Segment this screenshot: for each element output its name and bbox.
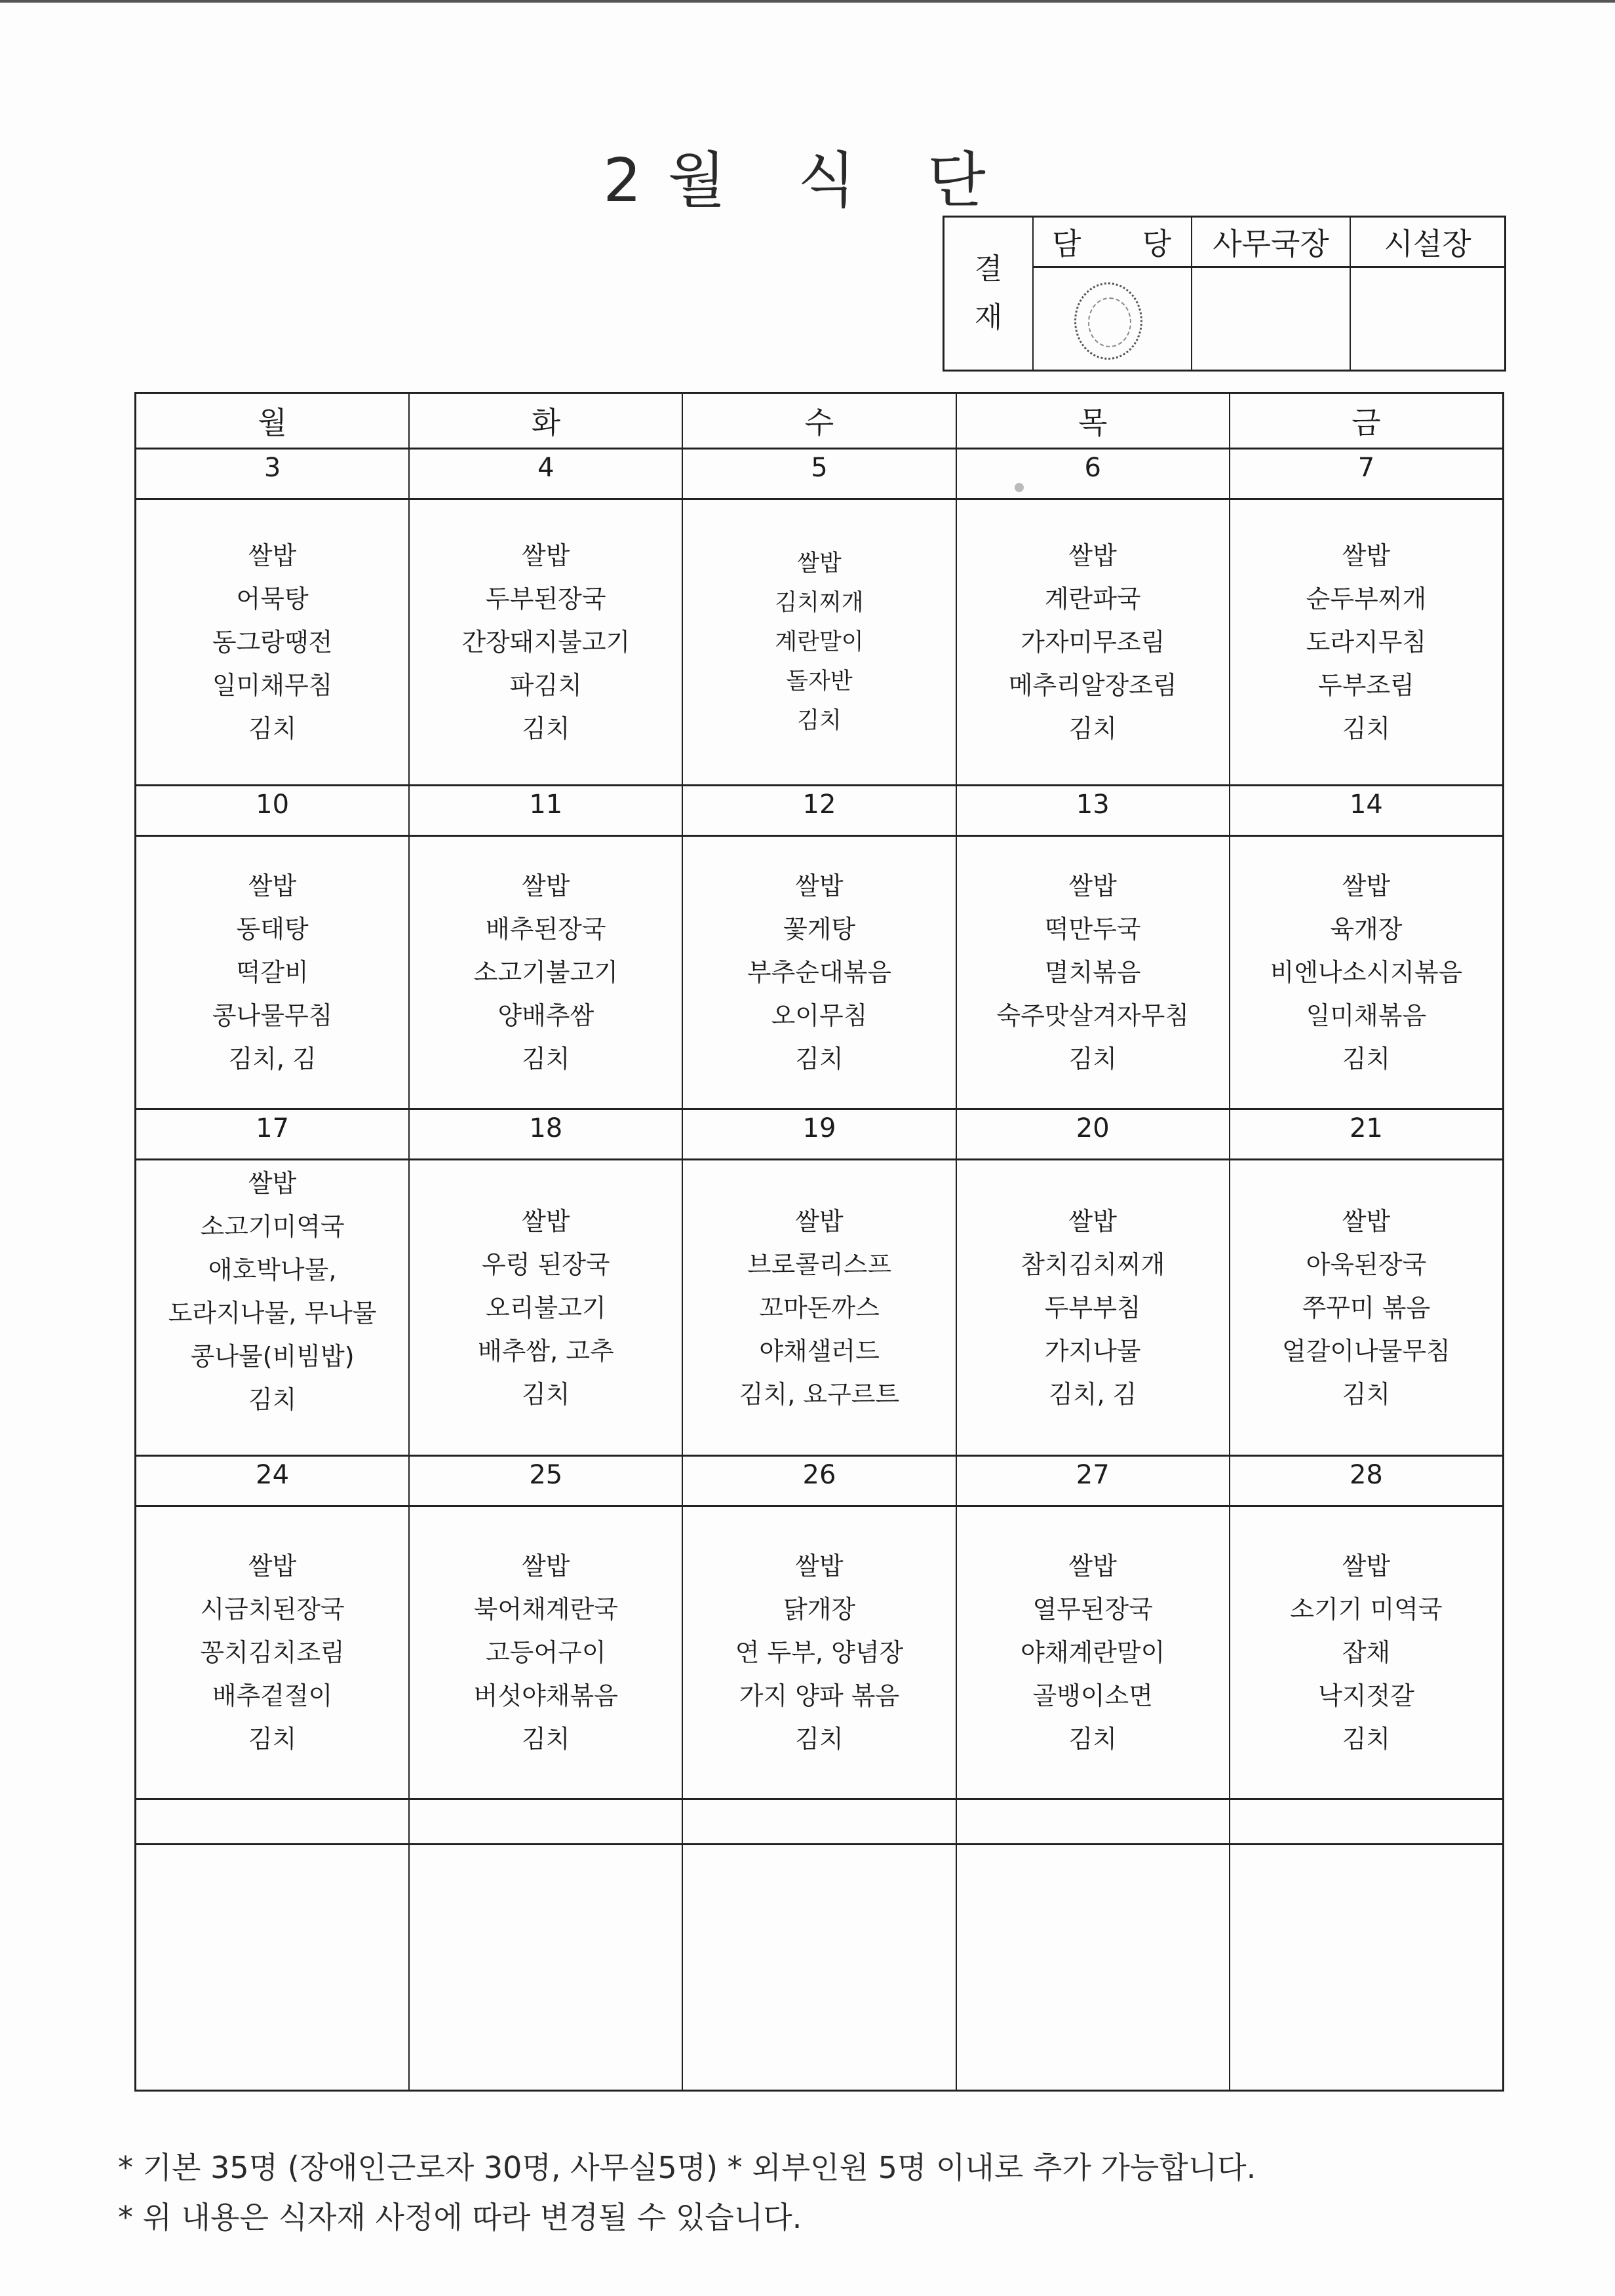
date-cell: 14 bbox=[1349, 790, 1383, 820]
menu-item: 가지나물 bbox=[1044, 1336, 1141, 1366]
menu-item: 시금치된장국 bbox=[200, 1595, 345, 1624]
weekday-header: 월 bbox=[136, 394, 410, 448]
menu-item: 쌀밥 bbox=[795, 871, 844, 900]
menu-item: 아욱된장국 bbox=[1306, 1250, 1427, 1279]
menu-item: 열무된장국 bbox=[1032, 1595, 1153, 1624]
menu-item: 김치 bbox=[248, 1385, 297, 1414]
menu-item: 떡만두국 bbox=[1044, 915, 1141, 944]
menu-row bbox=[136, 500, 1502, 786]
weekday-header-row bbox=[136, 394, 1502, 450]
menu-cell bbox=[1230, 837, 1502, 1108]
date-cell-empty bbox=[957, 1800, 1230, 1843]
footnote-change-notice: * 위 내용은 식자재 사정에 따라 변경될 수 있습니다. bbox=[118, 2200, 802, 2235]
menu-item: 버섯야채볶음 bbox=[473, 1681, 618, 1710]
footnotes bbox=[118, 2143, 1256, 2242]
menu-cell bbox=[410, 1160, 683, 1455]
footnote-capacity: * 기본 35명 (장애인근로자 30명, 사무실5명) * 외부인원 5명 이내로 추가 가능합니다. bbox=[118, 2150, 1256, 2185]
menu-item: 김치 bbox=[797, 708, 842, 734]
menu-item: 계란파국 bbox=[1044, 584, 1141, 613]
date-cell: 12 bbox=[683, 786, 956, 835]
weekday-header: 화 bbox=[410, 394, 683, 448]
menu-item: 배추쌈, 고추 bbox=[477, 1336, 614, 1366]
menu-cell bbox=[136, 1160, 410, 1455]
menu-item: 쌀밥 bbox=[1068, 871, 1117, 900]
menu-cell-empty bbox=[957, 1845, 1230, 2090]
menu-cell bbox=[683, 500, 956, 784]
menu-item: 쌀밥 bbox=[1342, 541, 1391, 570]
menu-cell bbox=[957, 1160, 1230, 1455]
weekday-header: 수 bbox=[683, 394, 956, 448]
menu-item: 육개장 bbox=[1330, 915, 1403, 944]
menu-item: 어묵탕 bbox=[236, 584, 309, 613]
date-cell: 11 bbox=[410, 786, 683, 835]
approval-side-label bbox=[944, 218, 1034, 370]
approval-column-director bbox=[1350, 218, 1504, 370]
menu-item: 쌀밥 bbox=[1342, 871, 1391, 900]
date-cell: 24 bbox=[136, 1457, 410, 1505]
date-row bbox=[136, 1110, 1502, 1160]
menu-item: 김치 bbox=[1342, 714, 1391, 743]
date-cell-empty bbox=[1230, 1800, 1502, 1843]
menu-cell bbox=[1230, 500, 1502, 784]
menu-item: 콩나물무침 bbox=[212, 1001, 333, 1030]
menu-item: 꽃게탕 bbox=[783, 915, 856, 944]
menu-item: 동태탕 bbox=[236, 915, 309, 944]
date-cell: 27 bbox=[957, 1457, 1230, 1505]
menu-item: 김치찌개 bbox=[775, 590, 864, 616]
approval-header-staff-left: 담 bbox=[1052, 226, 1081, 261]
menu-item: 골뱅이소면 bbox=[1032, 1681, 1153, 1710]
menu-item: 김치, 김 bbox=[228, 1044, 317, 1073]
date-row bbox=[136, 450, 1502, 500]
date-cell: 19 bbox=[683, 1110, 956, 1158]
menu-item: 쌀밥 bbox=[248, 541, 297, 570]
menu-item: 쌀밥 bbox=[1068, 1206, 1117, 1236]
menu-item: 낙지젓갈 bbox=[1317, 1681, 1414, 1710]
approval-header-staff bbox=[1032, 218, 1191, 268]
menu-item: 두부된장국 bbox=[486, 584, 606, 613]
menu-item: 간장돼지불고기 bbox=[461, 628, 631, 657]
menu-item: 쌀밥 bbox=[1068, 1552, 1117, 1580]
menu-item: 일미채볶음 bbox=[1306, 1001, 1427, 1030]
menu-item: 김치 bbox=[1068, 1044, 1117, 1073]
menu-item: 쌀밥 bbox=[795, 1552, 844, 1580]
menu-item: 일미채무침 bbox=[212, 671, 333, 700]
menu-cell bbox=[957, 500, 1230, 784]
menu-item: 김치 bbox=[795, 1725, 844, 1753]
menu-item: 가지 양파 볶음 bbox=[739, 1681, 900, 1710]
approval-column-secretary bbox=[1191, 218, 1350, 370]
menu-row bbox=[136, 837, 1502, 1110]
date-cell: 6 bbox=[957, 450, 1230, 498]
menu-item: 우렁 된장국 bbox=[481, 1250, 610, 1279]
menu-cell-empty bbox=[410, 1845, 683, 2090]
approval-header-staff-right: 당 bbox=[1142, 226, 1171, 261]
date-cell-empty bbox=[410, 1800, 683, 1843]
menu-item: 메추리알장조림 bbox=[1008, 671, 1177, 700]
menu-row bbox=[136, 1507, 1502, 1800]
date-row bbox=[136, 1457, 1502, 1507]
menu-item: 김치 bbox=[248, 1725, 297, 1753]
menu-cell bbox=[683, 1160, 956, 1455]
menu-cell bbox=[957, 1507, 1230, 1798]
menu-item: 김치 bbox=[1068, 714, 1117, 743]
menu-item: 쌀밥 bbox=[248, 1169, 297, 1198]
menu-item: 북어채계란국 bbox=[473, 1595, 618, 1624]
menu-cell bbox=[1230, 1507, 1502, 1798]
menu-item: 쌀밥 bbox=[795, 1206, 844, 1236]
menu-item: 쌀밥 bbox=[1342, 1552, 1391, 1580]
menu-item: 계란말이 bbox=[775, 629, 864, 655]
approval-sign-staff[interactable] bbox=[1032, 268, 1191, 370]
date-cell: 28 bbox=[1349, 1460, 1383, 1490]
menu-item: 김치 bbox=[522, 1044, 570, 1073]
scan-edge-line bbox=[0, 0, 1615, 3]
date-cell-empty bbox=[136, 1800, 410, 1843]
date-cell: 7 bbox=[1357, 453, 1375, 483]
menu-item: 비엔나소시지볶음 bbox=[1270, 958, 1463, 987]
menu-cell bbox=[683, 1507, 956, 1798]
menu-item: 돌자반 bbox=[786, 668, 853, 695]
menu-item: 배추겉절이 bbox=[212, 1681, 333, 1710]
menu-item: 두부부침 bbox=[1044, 1293, 1141, 1322]
menu-item: 김치 bbox=[1342, 1044, 1391, 1073]
menu-cell bbox=[683, 837, 956, 1108]
menu-item: 쭈꾸미 볶음 bbox=[1302, 1293, 1431, 1322]
menu-item: 쌀밥 bbox=[248, 1552, 297, 1580]
approval-header-secretary: 사무국장 bbox=[1192, 218, 1350, 268]
menu-item: 김치 bbox=[522, 714, 570, 743]
menu-item: 떡갈비 bbox=[236, 958, 309, 987]
menu-item: 꽁치김치조림 bbox=[200, 1638, 345, 1667]
menu-item: 김치 bbox=[1342, 1379, 1391, 1409]
menu-cell bbox=[410, 500, 683, 784]
menu-item: 참치김치찌개 bbox=[1021, 1250, 1165, 1279]
menu-cell-empty bbox=[1230, 1845, 1502, 2090]
menu-item: 오이무침 bbox=[771, 1001, 868, 1030]
menu-cell bbox=[957, 837, 1230, 1108]
menu-cell bbox=[410, 1507, 683, 1798]
menu-item: 꼬마돈까스 bbox=[759, 1293, 880, 1322]
date-cell: 3 bbox=[136, 450, 410, 498]
approval-sign-secretary[interactable] bbox=[1192, 268, 1350, 370]
menu-item: 양배추쌈 bbox=[497, 1001, 594, 1030]
menu-item: 가자미무조림 bbox=[1021, 628, 1165, 657]
meal-plan-table bbox=[134, 392, 1504, 2092]
menu-item: 쌀밥 bbox=[522, 541, 570, 570]
date-cell: 5 bbox=[683, 450, 956, 498]
menu-item: 순두부찌개 bbox=[1306, 584, 1427, 613]
menu-item: 소고기미역국 bbox=[200, 1212, 345, 1241]
menu-item: 쌀밥 bbox=[522, 871, 570, 900]
menu-item: 쌀밥 bbox=[797, 550, 842, 577]
menu-item: 오리불고기 bbox=[486, 1293, 606, 1322]
approval-header-director: 시설장 bbox=[1351, 218, 1504, 268]
menu-item: 야채계란말이 bbox=[1021, 1638, 1165, 1667]
menu-item: 닭개장 bbox=[783, 1595, 856, 1624]
scan-speck bbox=[1015, 483, 1024, 492]
menu-item: 야채샐러드 bbox=[759, 1336, 880, 1366]
menu-item: 파김치 bbox=[509, 671, 582, 700]
date-cell: 10 bbox=[136, 786, 410, 835]
menu-item: 김치 bbox=[248, 714, 297, 743]
menu-item: 동그랑땡전 bbox=[212, 628, 333, 657]
menu-item: 두부조림 bbox=[1317, 671, 1414, 700]
menu-item: 김치 bbox=[795, 1044, 844, 1073]
menu-item: 멸치볶음 bbox=[1044, 958, 1141, 987]
menu-item: 김치 bbox=[522, 1379, 570, 1409]
menu-cell bbox=[410, 837, 683, 1108]
menu-item: 쌀밥 bbox=[522, 1206, 570, 1236]
menu-item: 얼갈이나물무침 bbox=[1281, 1336, 1450, 1366]
menu-row bbox=[136, 1160, 1502, 1457]
date-cell: 4 bbox=[410, 450, 683, 498]
date-row-empty bbox=[136, 1800, 1502, 1845]
menu-item: 김치, 김 bbox=[1049, 1379, 1137, 1409]
menu-cell-empty bbox=[136, 1845, 410, 2090]
menu-item: 도라지나물, 무나물 bbox=[168, 1299, 377, 1328]
date-cell: 13 bbox=[957, 786, 1230, 835]
page-title: 2월 식 단 bbox=[603, 145, 1012, 216]
approval-box bbox=[943, 216, 1506, 372]
weekday-header: 금 bbox=[1352, 405, 1381, 440]
menu-item: 콩나물(비빔밥) bbox=[190, 1342, 355, 1371]
date-cell: 21 bbox=[1349, 1113, 1383, 1143]
menu-item: 배추된장국 bbox=[486, 915, 606, 944]
menu-item: 김치 bbox=[1068, 1725, 1117, 1753]
approval-column-staff bbox=[1032, 218, 1191, 370]
menu-item: 숙주맛살겨자무침 bbox=[996, 1001, 1190, 1030]
date-row bbox=[136, 786, 1502, 837]
menu-item: 도라지무침 bbox=[1306, 628, 1427, 657]
menu-item: 고등어구이 bbox=[486, 1638, 606, 1667]
menu-cell bbox=[136, 500, 410, 784]
menu-item: 쌀밥 bbox=[522, 1552, 570, 1580]
menu-item: 쌀밥 bbox=[1068, 541, 1117, 570]
approval-sign-director[interactable] bbox=[1351, 268, 1504, 370]
menu-item: 연 두부, 양념장 bbox=[735, 1638, 904, 1667]
menu-item: 김치 bbox=[522, 1725, 570, 1753]
date-cell: 17 bbox=[136, 1110, 410, 1158]
menu-item: 소기기 미역국 bbox=[1290, 1595, 1443, 1624]
menu-cell bbox=[136, 1507, 410, 1798]
menu-item: 김치, 요구르트 bbox=[739, 1379, 900, 1409]
approval-side-label-bottom: 재 bbox=[974, 301, 1003, 334]
menu-item: 쌀밥 bbox=[248, 871, 297, 900]
seal-stamp-icon bbox=[1074, 282, 1142, 360]
menu-cell bbox=[136, 837, 410, 1108]
menu-item: 잡채 bbox=[1342, 1638, 1391, 1667]
date-cell: 25 bbox=[410, 1457, 683, 1505]
date-cell-empty bbox=[683, 1800, 956, 1843]
date-cell: 26 bbox=[683, 1457, 956, 1505]
date-cell: 18 bbox=[410, 1110, 683, 1158]
menu-row-empty bbox=[136, 1845, 1502, 2090]
menu-item: 김치 bbox=[1342, 1725, 1391, 1753]
menu-item: 브로콜리스프 bbox=[747, 1250, 892, 1279]
menu-item: 애호박나물, bbox=[208, 1255, 337, 1284]
menu-item: 쌀밥 bbox=[1342, 1206, 1391, 1236]
menu-cell-empty bbox=[683, 1845, 956, 2090]
menu-item: 소고기불고기 bbox=[473, 958, 618, 987]
menu-cell bbox=[1230, 1160, 1502, 1455]
approval-side-label-top: 결 bbox=[974, 252, 1003, 286]
weekday-header: 목 bbox=[957, 394, 1230, 448]
date-cell: 20 bbox=[957, 1110, 1230, 1158]
menu-item: 부추순대볶음 bbox=[747, 958, 892, 987]
